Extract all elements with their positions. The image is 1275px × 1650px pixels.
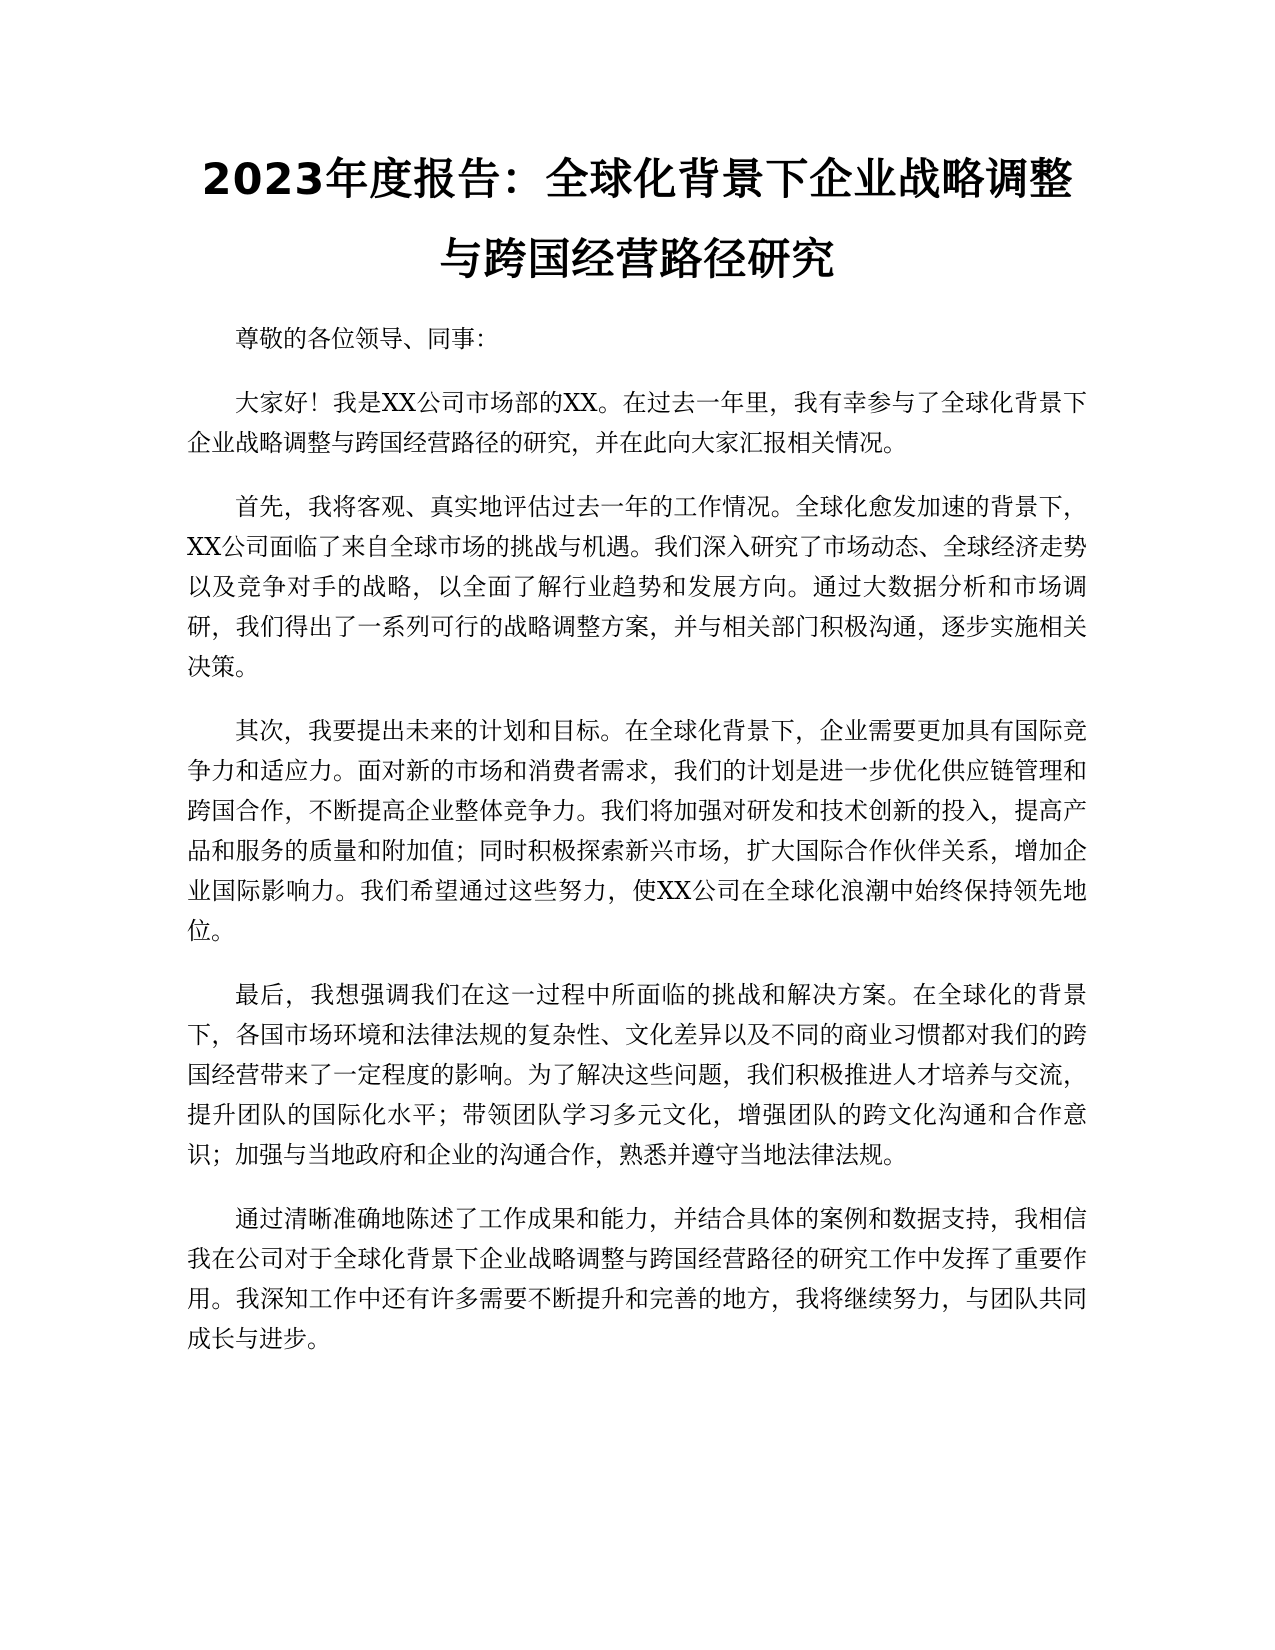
document-title-line-1: 2023年度报告：全球化背景下企业战略调整 (201, 155, 1074, 205)
paragraph-review: 首先，我将客观、真实地评估过去一年的工作情况。全球化愈发加速的背景下，XX公司面临了来自全球市场的挑战与机遇。我们深入研究了市场动态、全球经济走势以及竞争对手的战略，以全面了解行业趋势和发展方向。通过大数据分析和市场调研，我们得出了一系列可行的战略调整方案，并与相关部门积极沟通，逐步实施相关决策。 (187, 493, 1087, 681)
salutation: 尊敬的各位领导、同事： (235, 325, 499, 353)
document-title (150, 140, 1125, 300)
paragraph-greeting: 大家好！我是XX公司市场部的XX。在过去一年里，我有幸参与了全球化背景下企业战略调整与跨国经营路径的研究，并在此向大家汇报相关情况。 (187, 389, 1087, 457)
paragraph-conclusion: 通过清晰准确地陈述了工作成果和能力，并结合具体的案例和数据支持，我相信我在公司对于全球化背景下企业战略调整与跨国经营路径的研究工作中发挥了重要作用。我深知工作中还有许多需要不断提升和完善的地方，我将继续努力，与团队共同成长与进步。 (187, 1205, 1087, 1353)
document-body (187, 319, 1087, 1383)
document-title-line-2: 与跨国经营路径研究 (439, 235, 836, 285)
paragraph-plans: 其次，我要提出未来的计划和目标。在全球化背景下，企业需要更加具有国际竞争力和适应力。面对新的市场和消费者需求，我们的计划是进一步优化供应链管理和跨国合作，不断提高企业整体竞争力。我们将加强对研发和技术创新的投入，提高产品和服务的质量和附加值；同时积极探索新兴市场，扩大国际合作伙伴关系，增加企业国际影响力。我们希望通过这些努力，使XX公司在全球化浪潮中始终保持领先地位。 (187, 717, 1087, 945)
paragraph-challenges: 最后，我想强调我们在这一过程中所面临的挑战和解决方案。在全球化的背景下，各国市场环境和法律法规的复杂性、文化差异以及不同的商业习惯都对我们的跨国经营带来了一定程度的影响。为了解决这些问题，我们积极推进人才培养与交流，提升团队的国际化水平；带领团队学习多元文化，增强团队的跨文化沟通和合作意识；加强与当地政府和企业的沟通合作，熟悉并遵守当地法律法规。 (187, 981, 1087, 1169)
